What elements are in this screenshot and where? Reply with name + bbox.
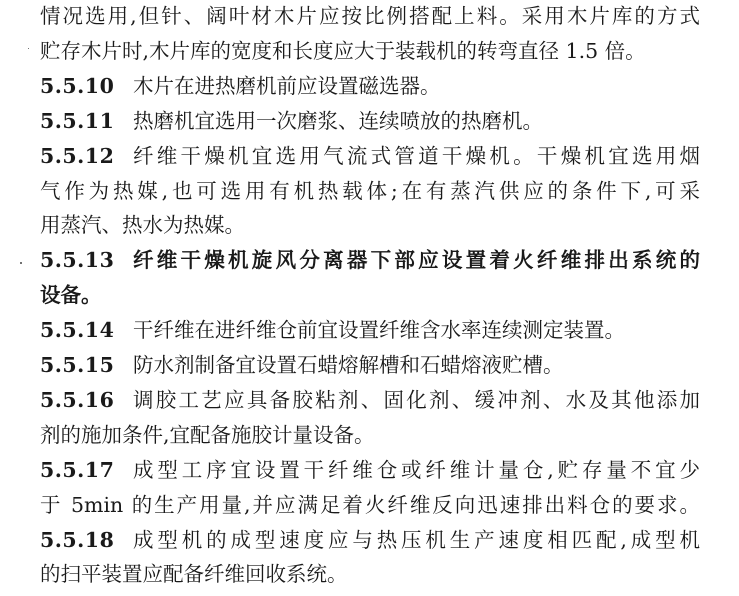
clause-line <box>40 350 700 380</box>
clause-text: 气作为热媒,也可选用有机热载体;在有蒸汽供应的条件下,可采 <box>40 178 700 203</box>
clause-number: 5.5.11 <box>40 108 115 133</box>
clause-line <box>40 71 700 101</box>
clause-line <box>40 315 700 345</box>
clause-text: 情况选用,但针、阔叶材木片应按比例搭配上料。采用木片库的方式 <box>40 4 700 28</box>
clause-text: 成型工序宜设置干纤维仓或纤维计量仓,贮存量不宜少 <box>133 457 700 482</box>
clause-text: 成型机的成型速度应与热压机生产速度相匹配,成型机 <box>133 527 700 552</box>
clause-text: 于 5min 的生产用量,并应满足着火纤维反向迅速排出料仓的要求。 <box>40 492 700 517</box>
clause-line <box>40 385 700 415</box>
clause-text: 的扫平装置应配备纤维回收系统。 <box>40 562 348 587</box>
clause-text: 用蒸汽、热水为热媒。 <box>40 213 245 238</box>
clause-number: 5.5.14 <box>40 318 115 343</box>
clause-number: 5.5.17 <box>40 457 115 482</box>
clause-line <box>40 141 700 171</box>
clause-number: 5.5.12 <box>40 143 115 168</box>
clause-number: 5.5.13 <box>40 248 115 273</box>
clause-number: 5.5.18 <box>40 527 115 552</box>
text-line <box>40 280 700 310</box>
clause-line <box>40 525 700 555</box>
text-line <box>40 210 700 240</box>
text-line <box>40 420 700 450</box>
clause-text: 干纤维在进纤维仓前宜设置纤维含水率连续测定装置。 <box>133 318 625 343</box>
clause-text: 设备。 <box>40 283 102 308</box>
text-line <box>40 1 700 31</box>
scan-speck <box>20 262 22 264</box>
clause-number: 5.5.15 <box>40 353 115 377</box>
text-line <box>40 490 700 520</box>
text-line <box>40 36 700 66</box>
clause-number: 5.5.16 <box>40 387 115 412</box>
clause-text: 热磨机宜选用一次磨浆、连续喷放的热磨机。 <box>133 108 543 133</box>
clause-text: 贮存木片时,木片库的宽度和长度应大于装载机的转弯直径 1.5 倍。 <box>40 38 646 63</box>
clause-text: 剂的施加条件,宜配备施胶计量设备。 <box>40 422 375 447</box>
clause-text: 调胶工艺应具备胶粘剂、固化剂、缓冲剂、水及其他添加 <box>133 387 700 412</box>
clause-line <box>40 106 700 136</box>
text-line <box>40 176 700 206</box>
clause-line <box>40 455 700 485</box>
clause-line <box>40 245 700 275</box>
clause-number: 5.5.10 <box>40 73 115 98</box>
scan-speck <box>28 48 29 49</box>
clause-text: 纤维干燥机旋风分离器下部应设置着火纤维排出系统的 <box>133 248 700 273</box>
clause-text: 防水剂制备宜设置石蜡熔解槽和石蜡熔液贮槽。 <box>133 353 564 377</box>
text-line <box>40 559 700 589</box>
clause-text: 纤维干燥机宜选用气流式管道干燥机。干燥机宜选用烟 <box>133 143 700 168</box>
clause-text: 木片在进热磨机前应设置磁选器。 <box>133 73 441 98</box>
